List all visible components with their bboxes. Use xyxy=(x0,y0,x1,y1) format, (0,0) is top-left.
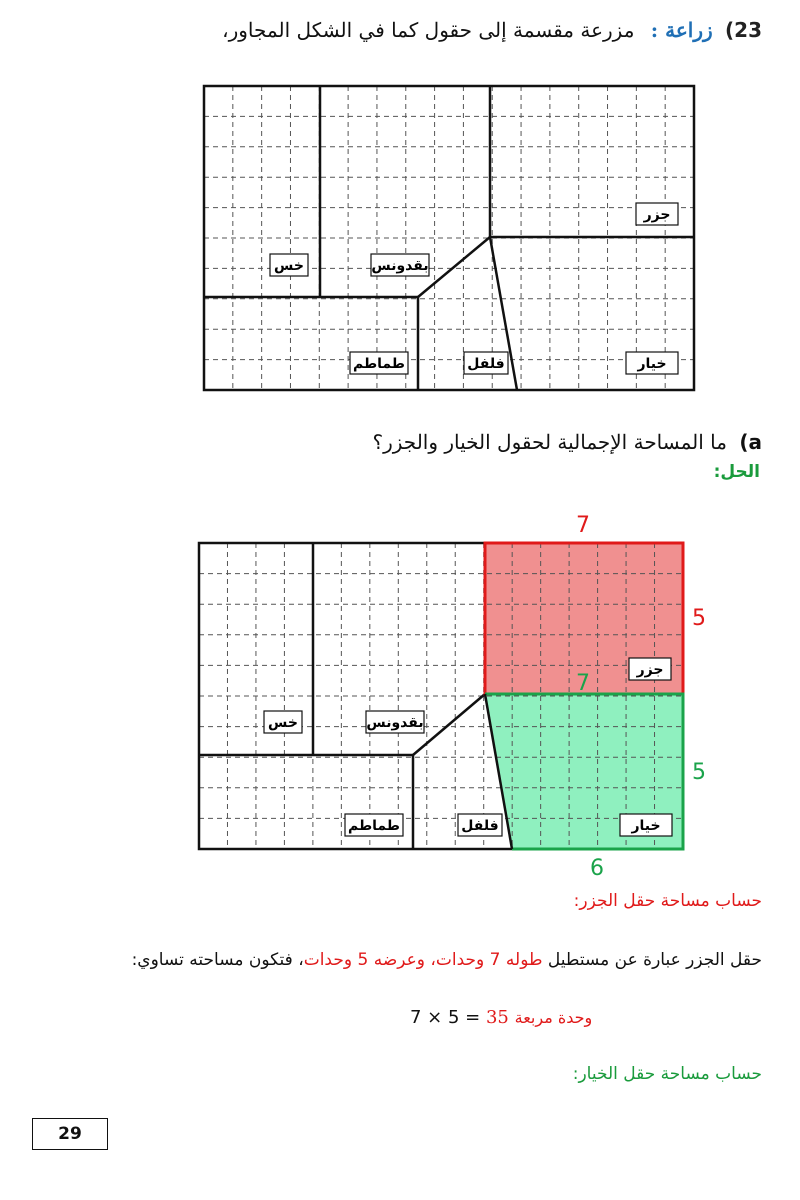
explanation-dimensions: طوله 7 وحدات، وعرضه 5 وحدات xyxy=(303,950,543,970)
question-text: ما المساحة الإجمالية لحقول الخيار والجزر؟ xyxy=(372,430,727,454)
field-label-parsley xyxy=(371,254,429,276)
field-label-cucumber-2 xyxy=(620,814,672,836)
equation-lhs: 7 × 5 = xyxy=(410,1007,486,1028)
svg-text:فلفل: فلفل xyxy=(467,356,505,372)
page-number: 29 xyxy=(32,1118,108,1150)
field-label-tomato-2 xyxy=(345,814,403,836)
dim-cucumber-top: 7 xyxy=(576,671,590,696)
area-equation xyxy=(410,1007,592,1028)
explanation xyxy=(132,950,762,970)
equation-result: 35 xyxy=(485,1007,509,1028)
solution-label: الحل: xyxy=(713,462,760,482)
svg-text:خيار: خيار xyxy=(637,356,667,372)
svg-text:فلفل: فلفل xyxy=(461,818,499,834)
question-a xyxy=(372,430,762,454)
field-label-lettuce xyxy=(270,254,308,276)
field-label-pepper xyxy=(464,352,508,374)
field-label-lettuce-2 xyxy=(264,711,302,733)
solution-diagram xyxy=(199,513,706,881)
calc-carrot-heading: حساب مساحة حقل الجزر: xyxy=(573,891,762,911)
svg-text:طماطم: طماطم xyxy=(348,818,400,834)
question-letter: a) xyxy=(739,430,762,454)
field-label-cucumber xyxy=(626,352,678,374)
dim-carrot-length: 7 xyxy=(576,513,590,538)
explanation-part1: حقل الجزر عبارة عن مستطيل xyxy=(542,950,762,970)
equation-unit: وحدة مربعة xyxy=(514,1008,593,1027)
field-label-carrot-2 xyxy=(629,658,671,680)
problem-text: مزرعة مقسمة إلى حقول كما في الشكل المجاور، xyxy=(222,18,635,42)
field-label-tomato xyxy=(350,352,408,374)
field-label-pepper-2 xyxy=(458,814,502,836)
problem-number: 23) xyxy=(725,18,762,42)
dim-cucumber-bottom: 6 xyxy=(590,856,604,881)
field-label-carrot xyxy=(636,203,678,225)
dim-cucumber-width: 5 xyxy=(692,760,706,785)
svg-text:طماطم: طماطم xyxy=(353,356,405,372)
field-label-parsley-2 xyxy=(366,711,424,733)
explanation-part3: ، فتكون مساحته تساوي: xyxy=(131,950,304,970)
svg-text:بقدونس: بقدونس xyxy=(371,258,429,274)
calc-cucumber-heading: حساب مساحة حقل الخيار: xyxy=(572,1064,762,1084)
dim-carrot-width: 5 xyxy=(692,606,706,631)
svg-text:جزر: جزر xyxy=(636,662,664,678)
svg-text:خس: خس xyxy=(268,715,298,731)
svg-text:خس: خس xyxy=(274,258,304,274)
svg-text:خيار: خيار xyxy=(631,818,661,834)
problem-topic: زراعة : xyxy=(650,18,713,42)
svg-text:بقدونس: بقدونس xyxy=(366,715,424,731)
svg-text:جزر: جزر xyxy=(643,207,671,223)
